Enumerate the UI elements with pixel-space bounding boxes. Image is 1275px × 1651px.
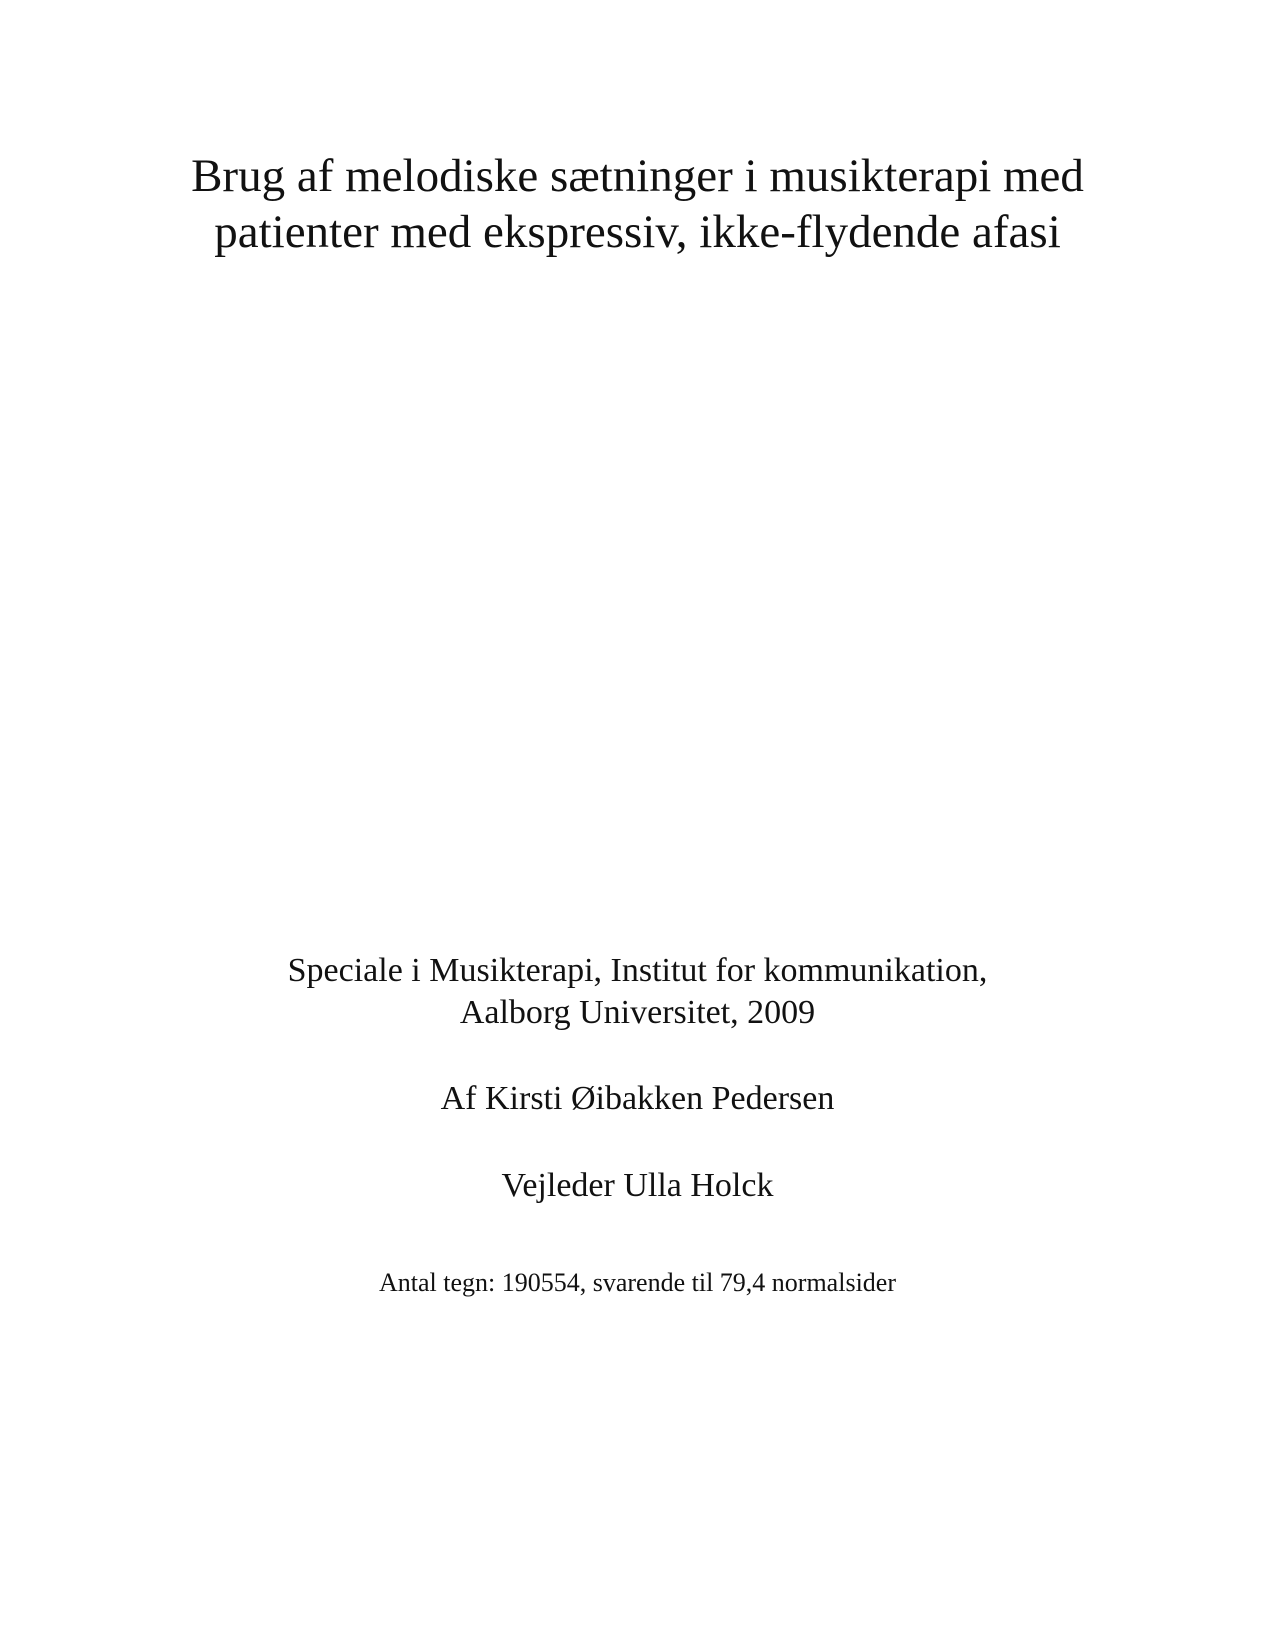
document-title (0, 148, 1275, 260)
author-line: Af Kirsti Øibakken Pedersen (440, 1080, 835, 1117)
character-count-line: Antal tegn: 190554, svarende til 79,4 normalsider (378, 1268, 896, 1297)
thesis-info-line-1: Speciale i Musikterapi, Institut for kommunikation, (287, 952, 988, 989)
thesis-info-line-2: Aalborg Universitet, 2009 (459, 994, 816, 1031)
supervisor-line: Vejleder Ulla Holck (501, 1167, 774, 1204)
thesis-info (0, 950, 1275, 1034)
title-line-1: Brug af melodiske sætninger i musikterapi med (191, 150, 1084, 202)
title-line-2: patienter med ekspressiv, ikke-flydende afasi (214, 206, 1061, 258)
